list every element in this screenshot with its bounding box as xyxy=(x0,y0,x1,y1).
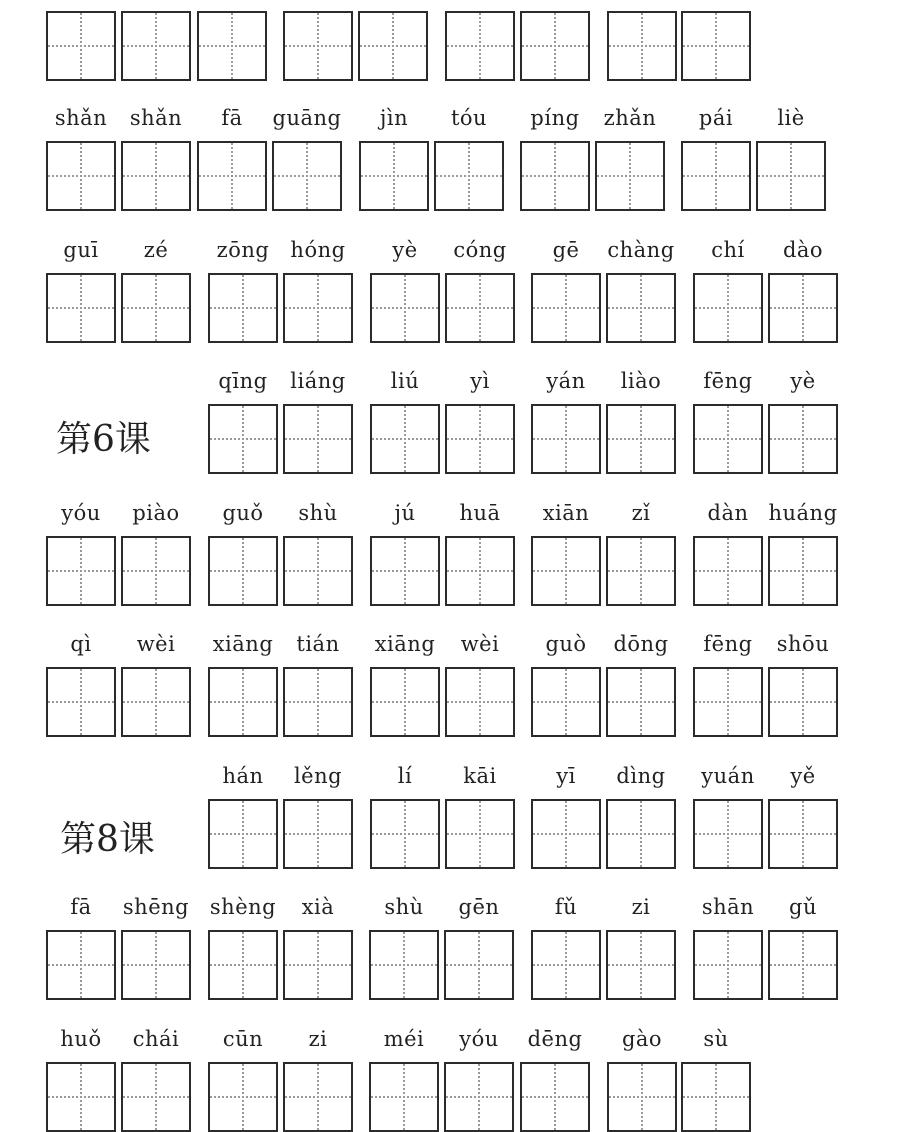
writing-box[interactable] xyxy=(693,273,763,343)
writing-box[interactable] xyxy=(283,667,353,737)
pinyin-label: fēng xyxy=(703,369,753,393)
pinyin-label: cóng xyxy=(453,238,507,262)
pinyin-label: yè xyxy=(790,369,816,393)
pinyin-label: fēng xyxy=(703,632,753,656)
pinyin-label: lěng xyxy=(293,764,343,788)
writing-box[interactable] xyxy=(756,141,826,211)
writing-box[interactable] xyxy=(520,141,590,211)
pinyin-label: chái xyxy=(132,1027,180,1051)
writing-box[interactable] xyxy=(531,404,601,474)
pinyin-label: gēn xyxy=(458,895,500,919)
pinyin-label: yè xyxy=(392,238,418,262)
pinyin-label: shōu xyxy=(776,632,830,656)
pinyin-label: cūn xyxy=(222,1027,264,1051)
writing-box[interactable] xyxy=(121,536,191,606)
pinyin-label: wèi xyxy=(460,632,500,656)
pinyin-label: guāng xyxy=(272,106,342,130)
writing-box[interactable] xyxy=(121,667,191,737)
writing-box[interactable] xyxy=(121,273,191,343)
pinyin-label: liè xyxy=(777,106,805,130)
writing-box[interactable] xyxy=(606,799,676,869)
writing-box[interactable] xyxy=(46,667,116,737)
pinyin-label: yì xyxy=(470,369,490,393)
writing-box[interactable] xyxy=(370,799,440,869)
pinyin-label: zi xyxy=(631,895,651,919)
writing-box[interactable] xyxy=(768,799,838,869)
writing-box[interactable] xyxy=(531,667,601,737)
pinyin-label: yán xyxy=(546,369,586,393)
writing-box[interactable] xyxy=(46,11,116,81)
writing-box[interactable] xyxy=(370,667,440,737)
writing-box[interactable] xyxy=(768,404,838,474)
pinyin-label: yuán xyxy=(701,764,755,788)
pinyin-label: shǎn xyxy=(129,106,183,130)
pinyin-label: yī xyxy=(556,764,576,788)
writing-box[interactable] xyxy=(607,11,677,81)
pinyin-label: qì xyxy=(70,632,92,656)
writing-box[interactable] xyxy=(681,141,751,211)
pinyin-label: zi xyxy=(308,1027,328,1051)
writing-box[interactable] xyxy=(358,11,428,81)
pinyin-label: shèng xyxy=(209,895,277,919)
pinyin-label: pái xyxy=(698,106,734,130)
writing-box[interactable] xyxy=(531,930,601,1000)
pinyin-label: dào xyxy=(782,238,824,262)
writing-box[interactable] xyxy=(444,930,514,1000)
pinyin-label: gē xyxy=(552,238,580,262)
writing-box[interactable] xyxy=(693,667,763,737)
lesson-title: 第8课 xyxy=(60,819,155,860)
pinyin-label: dìng xyxy=(616,764,666,788)
writing-box[interactable] xyxy=(595,141,665,211)
writing-box[interactable] xyxy=(445,273,515,343)
pinyin-label: zé xyxy=(143,238,169,262)
writing-box[interactable] xyxy=(369,930,439,1000)
pinyin-label: qīng xyxy=(218,369,268,393)
writing-box[interactable] xyxy=(693,799,763,869)
writing-box[interactable] xyxy=(46,930,116,1000)
writing-box[interactable] xyxy=(359,141,429,211)
pinyin-label: xiāng xyxy=(374,632,436,656)
pinyin-label: sù xyxy=(703,1027,729,1051)
pinyin-label: huáng xyxy=(768,501,838,525)
writing-box[interactable] xyxy=(283,11,353,81)
writing-box[interactable] xyxy=(272,141,342,211)
pinyin-label: liú xyxy=(390,369,420,393)
pinyin-label: guī xyxy=(63,238,99,262)
writing-box[interactable] xyxy=(768,536,838,606)
pinyin-label: tóu xyxy=(450,106,488,130)
writing-box[interactable] xyxy=(283,536,353,606)
writing-box[interactable] xyxy=(693,536,763,606)
lesson-title: 第6课 xyxy=(56,419,151,460)
pinyin-label: kāi xyxy=(463,764,497,788)
pinyin-label: shù xyxy=(384,895,424,919)
pinyin-label: jìn xyxy=(379,106,409,130)
writing-box[interactable] xyxy=(768,273,838,343)
writing-box[interactable] xyxy=(445,11,515,81)
pinyin-label: tián xyxy=(296,632,340,656)
pinyin-label: fā xyxy=(70,895,92,919)
pinyin-label: liào xyxy=(620,369,662,393)
pinyin-label: hán xyxy=(222,764,264,788)
pinyin-label: xiān xyxy=(542,501,590,525)
writing-box[interactable] xyxy=(370,404,440,474)
pinyin-label: shēng xyxy=(122,895,190,919)
writing-box[interactable] xyxy=(531,273,601,343)
writing-box[interactable] xyxy=(283,404,353,474)
writing-box[interactable] xyxy=(693,404,763,474)
writing-box[interactable] xyxy=(606,273,676,343)
writing-box[interactable] xyxy=(121,930,191,1000)
writing-box[interactable] xyxy=(768,667,838,737)
writing-box[interactable] xyxy=(370,536,440,606)
pinyin-label: zǐ xyxy=(631,501,651,525)
pinyin-label: gào xyxy=(621,1027,663,1051)
pinyin-label: shù xyxy=(298,501,338,525)
pinyin-label: zhǎn xyxy=(603,106,657,130)
writing-box[interactable] xyxy=(46,141,116,211)
pinyin-label: guò xyxy=(545,632,587,656)
writing-box[interactable] xyxy=(531,799,601,869)
pinyin-label: shān xyxy=(701,895,755,919)
pinyin-label: dōng xyxy=(613,632,669,656)
writing-box[interactable] xyxy=(606,536,676,606)
writing-box[interactable] xyxy=(197,141,267,211)
pinyin-label: lí xyxy=(397,764,413,788)
writing-box[interactable] xyxy=(434,141,504,211)
writing-box[interactable] xyxy=(445,799,515,869)
writing-box[interactable] xyxy=(208,799,278,869)
writing-box[interactable] xyxy=(445,536,515,606)
writing-box[interactable] xyxy=(681,11,751,81)
writing-box[interactable] xyxy=(283,799,353,869)
pinyin-label: wèi xyxy=(136,632,176,656)
pinyin-label: jú xyxy=(394,501,416,525)
pinyin-label: xiāng xyxy=(212,632,274,656)
pinyin-label: huǒ xyxy=(60,1027,102,1051)
pinyin-label: yóu xyxy=(61,501,101,525)
pinyin-label: zōng xyxy=(216,238,270,262)
writing-box[interactable] xyxy=(121,141,191,211)
pinyin-label: hóng xyxy=(290,238,346,262)
writing-box[interactable] xyxy=(445,404,515,474)
writing-box[interactable] xyxy=(606,404,676,474)
writing-box[interactable] xyxy=(531,536,601,606)
writing-box[interactable] xyxy=(283,273,353,343)
pinyin-label: píng xyxy=(530,106,580,130)
pinyin-label: xià xyxy=(301,895,335,919)
pinyin-label: guǒ xyxy=(222,501,264,525)
writing-box[interactable] xyxy=(197,11,267,81)
pinyin-label: liáng xyxy=(290,369,346,393)
writing-box[interactable] xyxy=(606,667,676,737)
writing-box[interactable] xyxy=(121,11,191,81)
pinyin-label: dēng xyxy=(527,1027,583,1051)
writing-box[interactable] xyxy=(208,667,278,737)
pinyin-label: fā xyxy=(221,106,243,130)
pinyin-label: chí xyxy=(711,238,745,262)
pinyin-label: gǔ xyxy=(789,895,817,919)
writing-box[interactable] xyxy=(208,930,278,1000)
writing-box[interactable] xyxy=(46,273,116,343)
writing-box[interactable] xyxy=(46,536,116,606)
pinyin-label: shǎn xyxy=(54,106,108,130)
writing-box[interactable] xyxy=(768,930,838,1000)
pinyin-label: chàng xyxy=(607,238,675,262)
writing-box[interactable] xyxy=(445,667,515,737)
writing-box[interactable] xyxy=(693,930,763,1000)
writing-box[interactable] xyxy=(370,273,440,343)
writing-box[interactable] xyxy=(208,536,278,606)
pinyin-label: yóu xyxy=(459,1027,499,1051)
pinyin-label: yě xyxy=(790,764,816,788)
pinyin-label: piào xyxy=(132,501,180,525)
pinyin-label: dàn xyxy=(707,501,749,525)
writing-box[interactable] xyxy=(606,930,676,1000)
pinyin-label: méi xyxy=(383,1027,425,1051)
writing-box[interactable] xyxy=(520,11,590,81)
writing-box[interactable] xyxy=(208,404,278,474)
pinyin-label: huā xyxy=(459,501,501,525)
writing-box[interactable] xyxy=(208,273,278,343)
pinyin-label: fǔ xyxy=(554,895,578,919)
writing-box[interactable] xyxy=(283,930,353,1000)
